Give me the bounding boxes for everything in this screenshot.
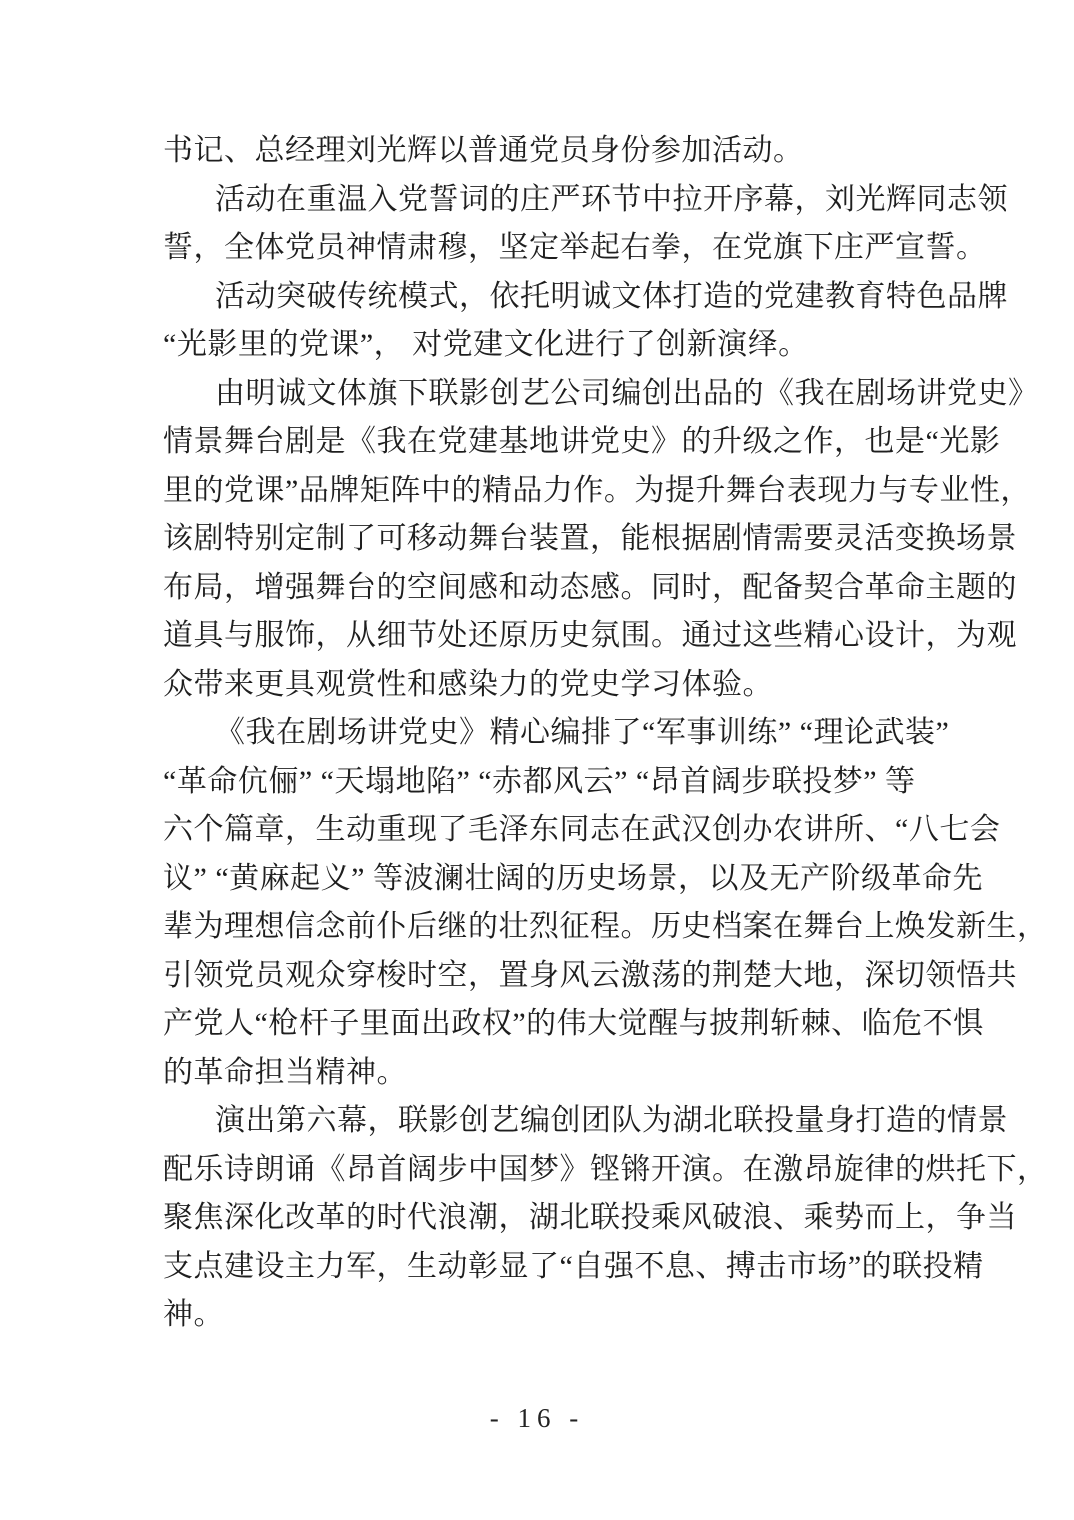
text-line: 演出第六幕，联影创艺编创团队为湖北联投量身打造的情景 [215, 1104, 1008, 1137]
text-line: 该剧特别定制了可移动舞台装置，能根据剧情需要灵活变换场景 [163, 522, 1017, 555]
text-line: 活动在重温入党誓词的庄严环节中拉开序幕，刘光辉同志领 [215, 182, 1008, 216]
page-number: - 16 - [489, 1403, 585, 1433]
text-line: 布局，增强舞台的空间感和动态感。同时，配备契合革命主题的 [163, 570, 1017, 604]
text-line: 的革命担当精神。 [163, 1055, 407, 1089]
text-line: 书记、总经理刘光辉以普通党员身份参加活动。 [163, 134, 804, 167]
text-line: “光影里的党课”， 对党建文化进行了创新演绎。 [163, 328, 809, 361]
text-line: 聚焦深化改革的时代浪潮，湖北联投乘风破浪、乘势而上，争当 [163, 1201, 1017, 1234]
text-line: 里的党课”品牌矩阵中的精品力作。为提升舞台表现力与专业性， [163, 473, 1031, 507]
body-text [163, 127, 1048, 1340]
text-line: 引领党员观众穿梭时空，置身风云激荡的荆楚大地，深切领悟共 [163, 958, 1017, 992]
text-line: 情景舞台剧是《我在党建基地讲党史》的升级之作，也是“光影 [163, 425, 1001, 458]
text-line: 配乐诗朗诵《昂首阔步中国梦》铿锵开演。在激昂旋律的烘托下， [163, 1152, 1048, 1186]
text-line: 支点建设主力军，生动彰显了“自强不息、搏击市场”的联投精 [163, 1249, 984, 1283]
text-line: 活动突破传统模式，依托明诚文体打造的党建教育特色品牌 [215, 279, 1008, 313]
text-line: 神。 [163, 1298, 224, 1331]
text-line: 道具与服饰，从细节处还原历史氛围。通过这些精心设计，为观 [163, 619, 1017, 652]
text-line: 《我在剧场讲党史》精心编排了“军事训练” “理论武装” [215, 716, 950, 749]
text-line: 六个篇章，生动重现了毛泽东同志在武汉创办农讲所、“八七会 [163, 813, 1001, 846]
text-line: 由明诚文体旗下联影创艺公司编创出品的《我在剧场讲党史》 [215, 376, 1039, 410]
text-line: “革命伉俪” “天塌地陷” “赤都风云” “昂首阔步联投梦” 等 [163, 764, 916, 798]
text-line: 产党人“枪杆子里面出政权”的伟大觉醒与披荆斩棘、临危不惧 [163, 1007, 984, 1040]
text-line: 议” “黄麻起义” 等波澜壮阔的历史场景，以及无产阶级革命先 [163, 861, 983, 895]
text-line: 众带来更具观赏性和感染力的党史学习体验。 [163, 667, 773, 701]
text-line: 誓，全体党员神情肃穆，坚定举起右拳，在党旗下庄严宣誓。 [163, 231, 987, 264]
text-line: 辈为理想信念前仆后继的壮烈征程。历史档案在舞台上焕发新生， [163, 910, 1048, 943]
